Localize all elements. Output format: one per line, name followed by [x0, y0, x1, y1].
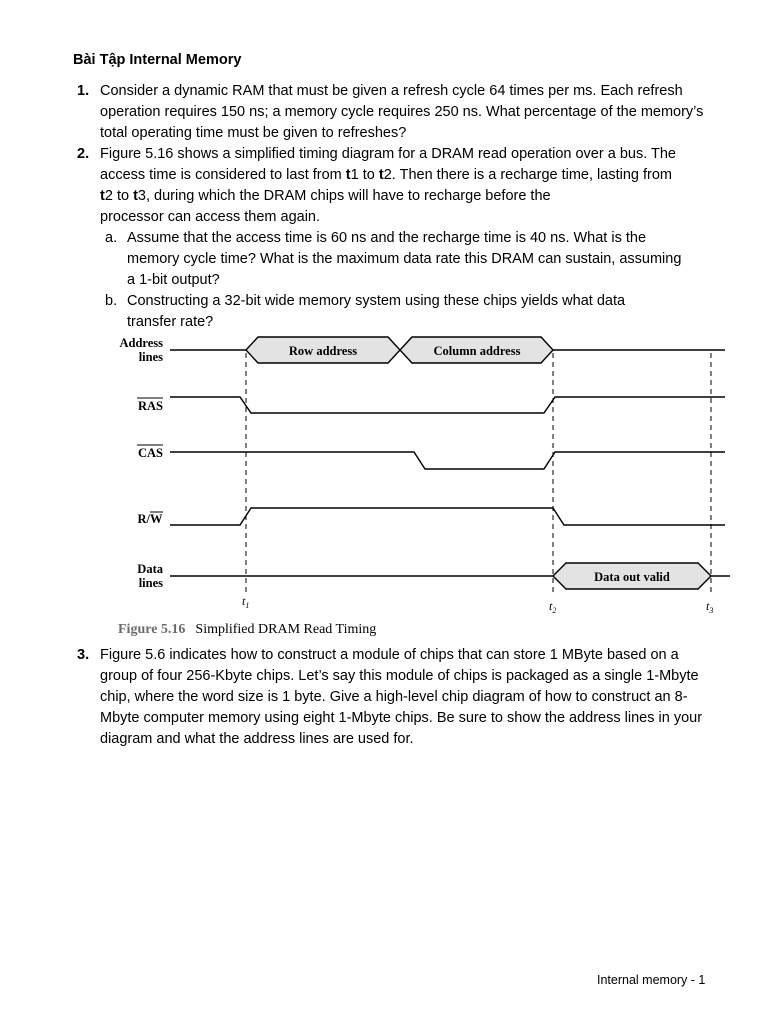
- subquestion-text: Constructing a 32-bit wide memory system using these chips yields what data transfer rate?: [127, 293, 626, 330]
- time-ref: t: [345, 167, 351, 183]
- cas-waveform: [170, 452, 725, 469]
- figure-title: Simplified DRAM Read Timing: [195, 622, 377, 637]
- question-text: Figure 5.6 indicates how to construct a module of chips that can store 1 MByte based on a group of four 256-Kbyte chips. Let’s say this module of chips is packaged as a single 1-Mbyte chip, where the word size is 1 byte. Give a high-level chip diagram of how to construct an 8-Mbyte computer memory using eight 1-Mbyte chips. Be sure to show the address lines in your diagram and what the address lines are used for.: [100, 647, 703, 747]
- address-label: lines: [138, 350, 163, 364]
- question-2: 2. Figure 5.16 shows a simplified timing diagram for a DRAM read operation over a bus. The access time is considered to last from t1 to t2. Then there is a recharge time, lasting from t2 to t3, during which the DRAM chips will have to recharge before the processor can access them again.: [77, 146, 676, 225]
- question-text: Consider a dynamic RAM that must be given a refresh cycle 64 times per ms. Each refresh operation requires 150 ns; a memory cycle requires 250 ns. What percentage of the memory’s total operating time must be given to refreshes?: [100, 83, 704, 141]
- question-3: [77, 645, 708, 750]
- ras-waveform: [170, 397, 725, 413]
- time-ref: t: [100, 188, 105, 204]
- address-label: Address: [119, 336, 163, 350]
- figure-label: Figure 5.16: [118, 622, 186, 637]
- subquestion-letter: a.: [105, 230, 118, 246]
- t3-label: $t_3$: [706, 599, 714, 615]
- data-label: Data: [137, 562, 163, 576]
- question-line: Figure 5.16 shows a simplified timing diagram for a DRAM read operation over a bus. The: [100, 146, 676, 162]
- ras-label: RAS: [137, 399, 163, 413]
- cas-label: CAS: [137, 446, 163, 460]
- figure-caption: [118, 622, 376, 638]
- question-line: processor can access them again.: [100, 209, 321, 225]
- subquestion-letter: b.: [105, 293, 118, 309]
- time-ref: t: [133, 188, 138, 204]
- question-line: access time is considered to last from: [100, 167, 346, 183]
- t2-label: $t_2$: [549, 599, 557, 615]
- data-label: lines: [138, 576, 163, 590]
- rw-waveform: [170, 508, 725, 525]
- row-address-label: Row address: [288, 344, 358, 358]
- column-address-label: Column address: [433, 344, 521, 358]
- page-footer: Internal memory - 1: [597, 973, 706, 987]
- rw-label: W: [150, 512, 163, 526]
- t1-label: $t_1$: [242, 594, 250, 610]
- subquestion-text: Assume that the access time is 60 ns and the recharge time is 40 ns. What is the memory cycle time? What is the maximum data rate this DRAM can sustain, assuming a 1-bit output?: [127, 230, 682, 288]
- rw-label: R/: [137, 512, 150, 526]
- time-ref: t: [378, 167, 384, 183]
- question-number: 1.: [77, 83, 90, 99]
- question-number: 3.: [77, 647, 90, 663]
- page-title: Bài Tập Internal Memory: [73, 52, 242, 68]
- question-number: 2.: [77, 146, 90, 162]
- data-out-label: Data out valid: [594, 570, 670, 584]
